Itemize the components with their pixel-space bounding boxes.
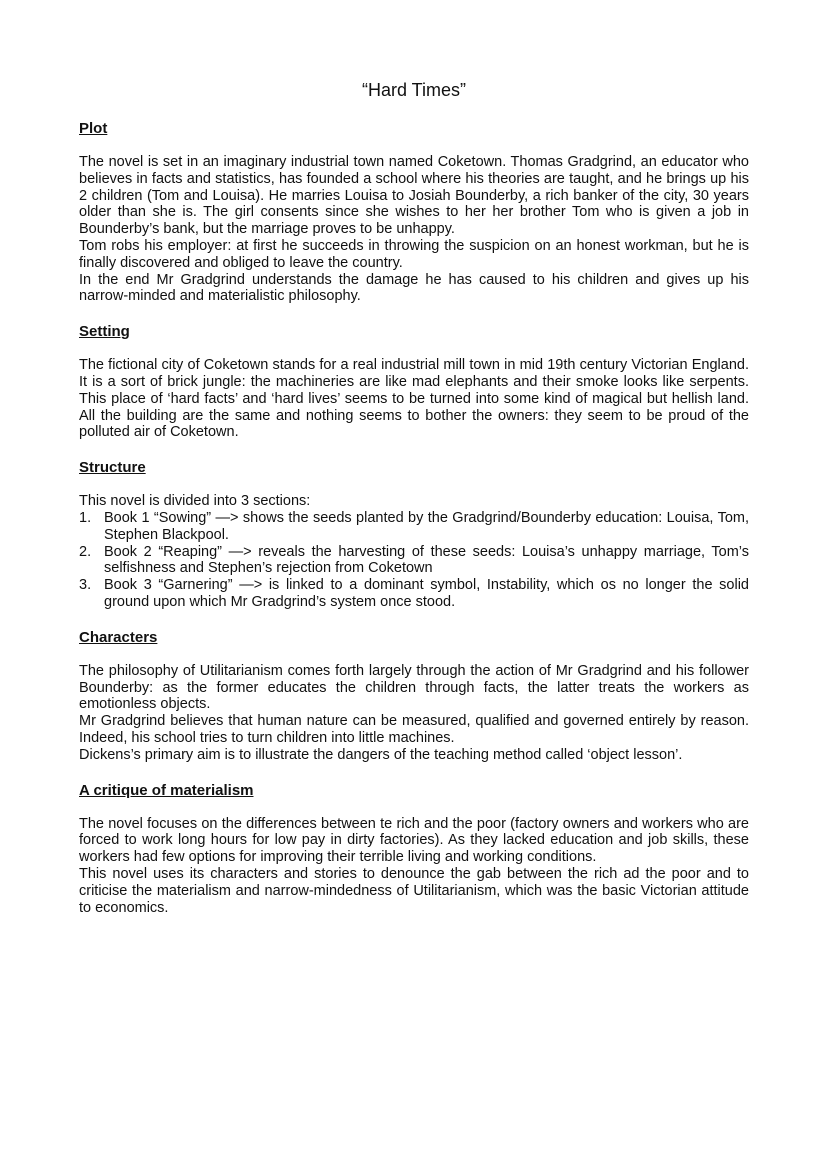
section-heading-critique: A critique of materialism: [79, 781, 254, 799]
plot-paragraph: Tom robs his employer: at first he succeeds in throwing the suspicion on an honest workman, but he is finally discovered and obliged to leave the country.: [79, 237, 749, 271]
characters-paragraph: Mr Gradgrind believes that human nature can be measured, qualified and governed entirely by reason. Indeed, his school tries to turn children into little machines.: [79, 713, 749, 746]
section-heading-characters: Characters: [79, 628, 158, 646]
structure-list-item: [79, 577, 749, 611]
section-heading-setting: Setting: [79, 323, 130, 341]
list-item-text: Book 2 “Reaping” —> reveals the harvesting of these seeds: Louisa’s unhappy marriage, Tom’s selfishness and Stephen’s rejection from Coketown: [104, 543, 749, 577]
section-critique: [79, 782, 749, 917]
list-item-text: Book 3 “Garnering” —> is linked to a dominant symbol, Instability, which os no longer the solid ground upon which Mr Gradgrind’s system once stood.: [104, 577, 749, 610]
section-setting: [79, 323, 749, 441]
plot-paragraph: The novel is set in an imaginary industrial town named Coketown. Thomas Gradgrind, an educator who believes in facts and statistics, has founded a school where his theories are taught, and he brings up his 2 children (Tom and Louisa). He marries Louisa to Josiah Bounderby, a rich banker of the city, 30 years older than she is. The girl consents since she wishes to her her brother Tom who is given a job in Bounderby’s bank, but the marriage proves to be unhappy.: [79, 154, 749, 238]
list-item-number: 2.: [79, 543, 92, 560]
structure-list: [79, 510, 749, 611]
section-heading-plot: Plot: [79, 120, 108, 137]
list-item-number: 1.: [79, 509, 92, 526]
setting-paragraph: The fictional city of Coketown stands for a real industrial mill town in mid 19th century Victorian England. It is a sort of brick jungle: the machineries are like mad elephants and their smoke looks like serpents. This place of ‘hard facts’ and ‘hard lives’ seems to be turned into some kind of magical but hellish land. All the building are the same and nothing seems to bother the owners: they seem to be proud of the polluted air of Coketown.: [79, 357, 749, 441]
list-item-text: Book 1 “Sowing” —> shows the seeds planted by the Gradgrind/Bounderby education: Louisa, Tom, Stephen Blackpool.: [104, 509, 749, 543]
characters-paragraph: Dickens’s primary aim is to illustrate the dangers of the teaching method called ‘object lesson’.: [79, 746, 683, 763]
plot-paragraph: In the end Mr Gradgrind understands the damage he has caused to his children and gives up his narrow-minded and materialistic philosophy.: [79, 271, 749, 305]
structure-intro: This novel is divided into 3 sections:: [79, 493, 311, 510]
list-item-number: 3.: [79, 577, 92, 594]
document-page: [79, 78, 749, 934]
section-characters: [79, 629, 749, 764]
section-heading-structure: Structure: [79, 459, 146, 477]
structure-list-item: [79, 544, 749, 578]
structure-list-item: [79, 510, 749, 544]
critique-paragraph: This novel uses its characters and stories to denounce the gab between the rich ad the poor and to criticise the materialism and narrow-mindedness of Utilitarianism, which was the basic Victorian attitude to economics.: [79, 865, 749, 916]
section-structure: [79, 459, 749, 611]
characters-paragraph: The philosophy of Utilitarianism comes forth largely through the action of Mr Gradgrind and his follower Bounderby: as the former educates the children through facts, the latter treats the workers as emotionless objects.: [79, 662, 749, 713]
section-plot: [79, 120, 749, 305]
document-title: “Hard Times”: [361, 80, 466, 100]
critique-paragraph: The novel focuses on the differences between te rich and the poor (factory owners and workers who are forced to work long hours for low pay in dirty factories). As they lacked education and job skills, these workers had few options for improving their terrible living and working conditions.: [79, 815, 749, 866]
